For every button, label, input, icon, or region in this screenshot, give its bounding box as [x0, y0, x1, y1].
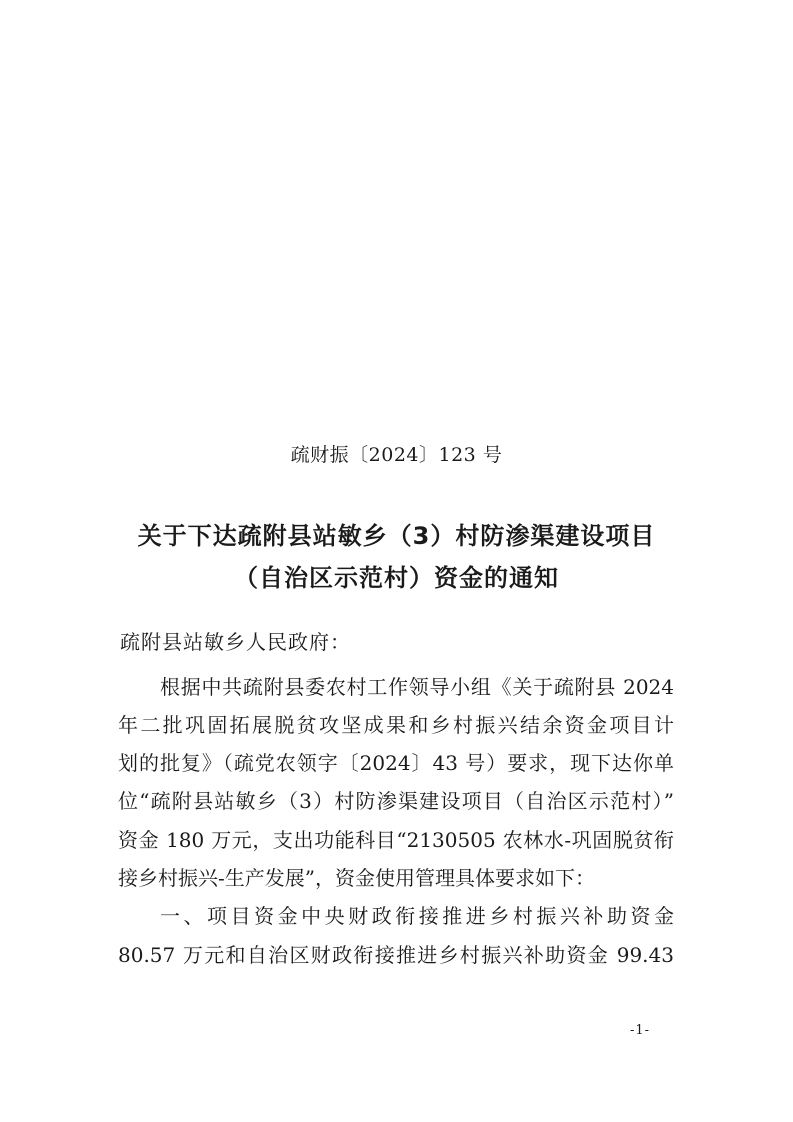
document-title-line-2: （自治区示范村）资金的通知 [234, 564, 559, 592]
body-line: 接乡村振兴-生产发展”，资金使用管理具体要求如下： [118, 866, 595, 890]
body-line: 80.57 万元和自治区财政衔接推进乡村振兴补助资金 99.43 [118, 943, 674, 967]
document-number: 疏财振〔2024〕123 号 [290, 444, 503, 466]
body-line: 位“疏附县站敏乡（3）村防渗渠建设项目（自治区示范村）” [118, 789, 674, 813]
body-line: 一、项目资金中央财政衔接推进乡村振兴补助资金 [160, 904, 674, 928]
body-line: 划的批复》（疏党农领字〔2024〕43 号）要求，现下达你单 [118, 751, 674, 775]
body-line: 根据中共疏附县委农村工作领导小组《关于疏附县 2024 [160, 675, 674, 699]
document-title-line-1: 关于下达疏附县站敏乡（3）村防渗渠建设项目 [137, 522, 656, 550]
body-line: 年二批巩固拓展脱贫攻坚成果和乡村振兴结余资金项目计 [118, 713, 674, 737]
addressee: 疏附县站敏乡人民政府： [120, 630, 351, 654]
body-line: 资金 180 万元，支出功能科目“2130505 农林水-巩固脱贫衔 [118, 828, 674, 852]
page-number: -1- [630, 1023, 651, 1038]
